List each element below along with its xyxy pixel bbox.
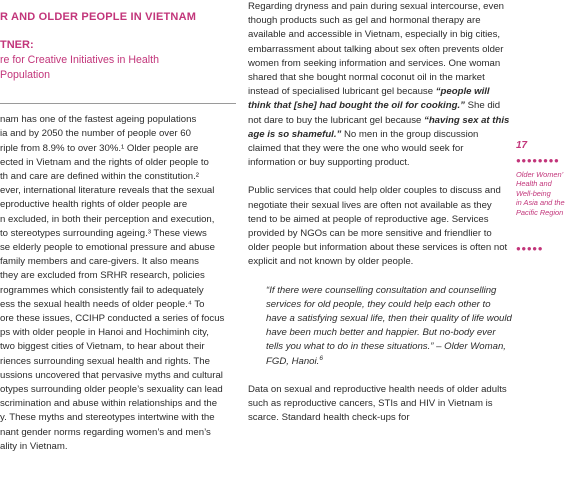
text-line: family members and care-givers. It also means [0,256,199,268]
text-line: eproductive health rights of older people are [0,199,188,211]
footnote-marker: 6 [319,354,323,362]
affiliation-line: re for Creative Initiatives in Health [0,54,159,66]
series-title-line: in Asia and the [516,198,565,208]
series-title-line: Health and [516,179,552,189]
intro-paragraph [0,113,236,454]
article-title: R AND OLDER PEOPLE IN VIETNAM [0,11,197,23]
inline-quote: “people will think that [she] had bought the oil for cooking.” [248,86,490,112]
text-line: n excluded, in both their perception and execution, [0,213,215,225]
text-line: ps with older people in Hanoi and Hochiminh city, [0,327,209,339]
inline-quote: “having sex at this age is so shameful.” [248,114,510,140]
text-line: nam has one of the fastest ageing populations [0,114,197,126]
paragraph-data: Data on sexual and reproductive health needs of older adults such as reproductive cancers, STIs and HIV in Vietnam is scarce. Standard health check-ups for [248,383,507,424]
paragraph-lubricant [248,0,512,170]
text-line: rogrammes which consistently fail to adequately [0,284,204,296]
series-title-line: Well-being [516,188,551,198]
middle-column [248,0,512,425]
pull-quote [248,284,512,369]
quote-text: “If there were counselling consultation and counselling services for old people, they could help each other to have a satisfying sexual life, then their quality of life would have been much better and happier. But no-body ever tells you what to do in these situations.” [266,284,512,353]
paragraph-public-services: Public services that could help older couples to discuss and negotiate their sexual lives are often not available as they tend to be aimed at people of reproductive age. Services provided by NGOs can be more sensitive and friendlier to older people but information about these services is often not explicit and not known by older people. [248,185,508,268]
text-line: ess the sexual health needs of older people.⁴ To [0,298,205,310]
page-number: 17 [516,140,528,151]
quote-attribution: – Older Woman, FGD, Hanoi. [266,341,506,367]
text-span: Regarding dryness and pain during sexual intercourse, even though products such as gel and hormonal therapy are available and accessible in Vietnam, especially in big cities, embarrassment about talking about sex often prevents older women from seeking information and services. One woman shared that she bought normal coconut oil in the market instead of specialised lubricant gel because [248,1,504,98]
page-sidebar [516,140,568,253]
text-line: ussions uncovered that pervasive myths and cultural [0,369,223,381]
text-line: y. These myths and stereotypes intertwine with the [0,412,215,424]
text-line: ever, international literature reveals that the sexual [0,185,215,197]
series-title-line: Pacific Region [516,207,564,217]
text-line: ia and by 2050 the number of people over 60 [0,128,191,140]
text-line: th and care are defined within the constitution.² [0,171,199,182]
left-column [0,0,236,454]
text-line: ore these issues, CCIHP conducted a series of focus [0,313,225,325]
author-affiliation [0,53,236,82]
section-divider [0,103,236,104]
text-line: riences surrounding sexual health and rights. The [0,355,210,367]
series-title [516,170,568,217]
text-line: to stereotypes surrounding ageing.³ These views [0,227,207,239]
text-line: two biggest cities of Vietnam, to hear about their [0,341,205,353]
text-line: ality in Vietnam. [0,440,68,452]
author-label: TNER: [0,39,34,51]
series-title-line: Older Women’ [516,170,564,179]
text-span: She did not dare to buy the lubricant gel because [248,100,501,126]
dot-ornament-top: ●●●●●●●● [516,156,560,165]
text-line: scrimination and abuse within relationships and the [0,398,218,410]
text-line: nant gender norms regarding women’s and men’s [0,426,211,438]
text-span: No men in the group discussion claimed that they were the one who would seek for information or buy supporting product. [248,128,479,169]
text-line: se elderly people to emotional pressure and abuse [0,242,215,254]
text-line: ected in Vietnam and the rights of older people to [0,156,209,168]
text-line: they are excluded from SRHR research, policies [0,270,205,282]
text-line: otypes surrounding older people’s sexuality can lead [0,384,223,396]
dot-ornament-bottom: ●●●●● [516,244,544,254]
text-line: riple from 8.9% to over 30%.¹ Older people are [0,142,199,154]
affiliation-line: Population [0,68,51,81]
